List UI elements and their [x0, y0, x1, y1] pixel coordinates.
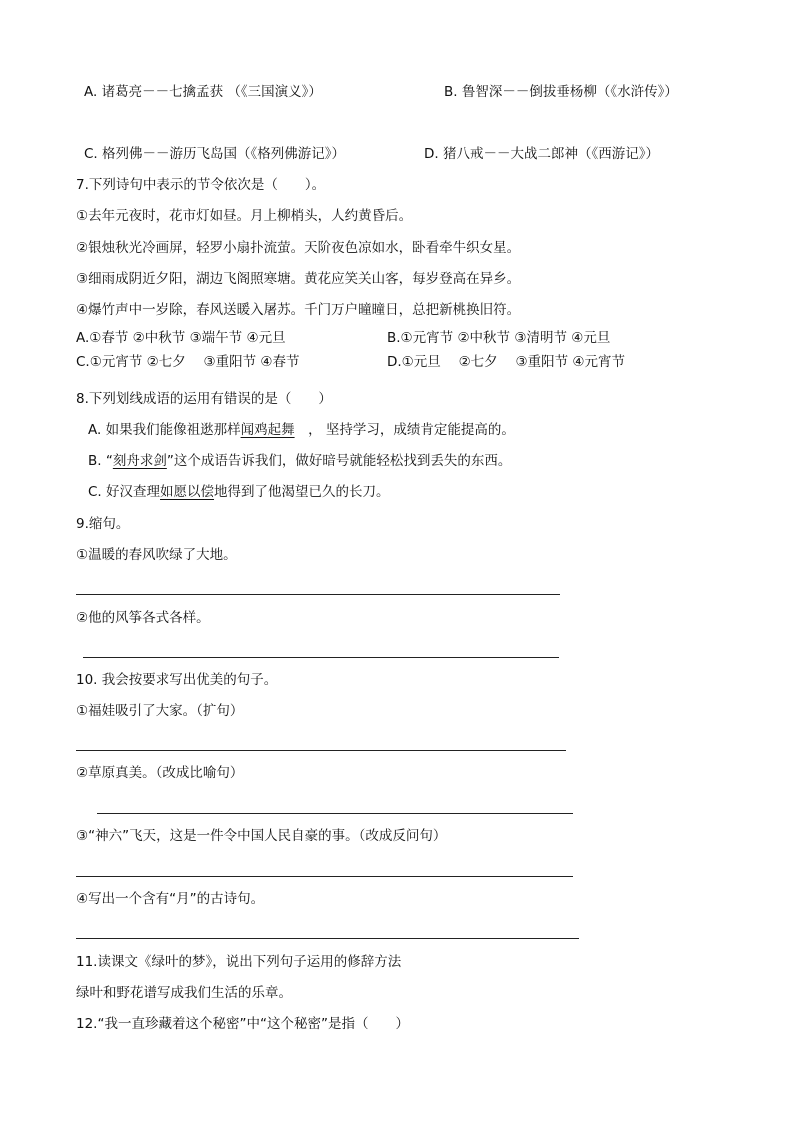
- q11-stem: 11.读课文《绿叶的梦》，说出下列句子运用的修辞方法: [76, 954, 402, 970]
- q9-answer-line-2[interactable]: [83, 657, 559, 658]
- q9-sentence-1: ①温暖的春风吹绿了大地。: [76, 547, 237, 563]
- q7-poem-3: ③细雨成阴近夕阳，湖边飞阁照寒塘。黄花应笑关山客，每岁登高在异乡。: [76, 271, 521, 287]
- q7-stem: 7.下列诗句中表示的节令依次是（ ）。: [76, 177, 326, 193]
- q6-option-a: A. 诸葛亮－－七擒孟获 （《三国演义》）: [84, 84, 322, 100]
- q10-answer-line-4[interactable]: [76, 938, 579, 939]
- q10-answer-line-1[interactable]: [76, 750, 566, 751]
- q10-sentence-1: ①福娃吸引了大家。（扩句）: [76, 703, 244, 719]
- q10-sentence-3: ③“神六”飞天，这是一件令中国人民自豪的事。（改成反问句）: [76, 828, 447, 844]
- q8-b-idiom: 刻舟求剑: [112, 453, 167, 469]
- q8-a-post: ， 坚持学习，成绩肯定能提高的。: [294, 422, 515, 438]
- q10-answer-line-3[interactable]: [76, 876, 573, 877]
- q10-answer-line-2[interactable]: [97, 813, 573, 814]
- q8-c-post: 地得到了他渴望已久的长刀。: [214, 484, 390, 500]
- q7-option-a: A.①春节 ②中秋节 ③端午节 ④元旦: [76, 330, 286, 346]
- q7-poem-2: ②银烛秋光冷画屏，轻罗小扇扑流萤。天阶夜色凉如水，卧看牵牛织女星。: [76, 240, 521, 256]
- q8-b-post: ”这个成语告诉我们，做好暗号就能轻松找到丢失的东西。: [166, 453, 512, 469]
- q8-stem: 8.下列划线成语的运用有错误的是（ ）: [76, 391, 332, 407]
- q12-stem: 12.“我一直珍藏着这个秘密”中“这个秘密”是指（ ）: [76, 1016, 409, 1032]
- q8-b-pre: B. “: [88, 453, 113, 469]
- q11-sentence: 绿叶和野花谱写成我们生活的乐章。: [76, 985, 292, 1001]
- q10-sentence-4: ④写出一个含有“月”的古诗句。: [76, 891, 265, 907]
- q9-stem: 9.缩句。: [76, 516, 130, 532]
- q7-option-d: D.①元旦 ②七夕 ③重阳节 ④元宵节: [387, 354, 625, 370]
- q8-a-idiom: 闻鸡起舞: [240, 422, 295, 438]
- q7-poem-1: ①去年元夜时，花市灯如昼。月上柳梢头，人约黄昏后。: [76, 208, 413, 224]
- q8-option-b: [88, 452, 511, 470]
- q7-option-c: C.①元宵节 ②七夕 ③重阳节 ④春节: [76, 354, 300, 370]
- q7-poem-4: ④爆竹声中一岁除，春风送暖入屠苏。千门万户曈曈日，总把新桃换旧符。: [76, 302, 521, 318]
- q9-sentence-2: ②他的风筝各式各样。: [76, 610, 210, 626]
- q8-c-pre: C. 好汉查理: [88, 484, 161, 500]
- q8-c-idiom: 如愿以偿: [160, 484, 215, 500]
- q9-answer-line-1[interactable]: [76, 594, 560, 595]
- q7-option-b: B.①元宵节 ②中秋节 ③清明节 ④元旦: [387, 330, 611, 346]
- q6-option-d: D. 猪八戒－－大战二郎神（《西游记》）: [424, 146, 659, 162]
- q6-option-b: B. 鲁智深－－倒拔垂杨柳（《水浒传》）: [444, 84, 678, 100]
- q10-stem: 10. 我会按要求写出优美的句子。: [76, 672, 278, 688]
- q10-sentence-2: ②草原真美。（改成比喻句）: [76, 765, 244, 781]
- q8-a-pre: A. 如果我们能像祖逖那样: [88, 422, 241, 438]
- q6-option-c: C. 格列佛－－游历飞岛国（《格列佛游记》）: [84, 146, 346, 162]
- q8-option-a: [88, 421, 515, 439]
- q8-option-c: [88, 483, 390, 501]
